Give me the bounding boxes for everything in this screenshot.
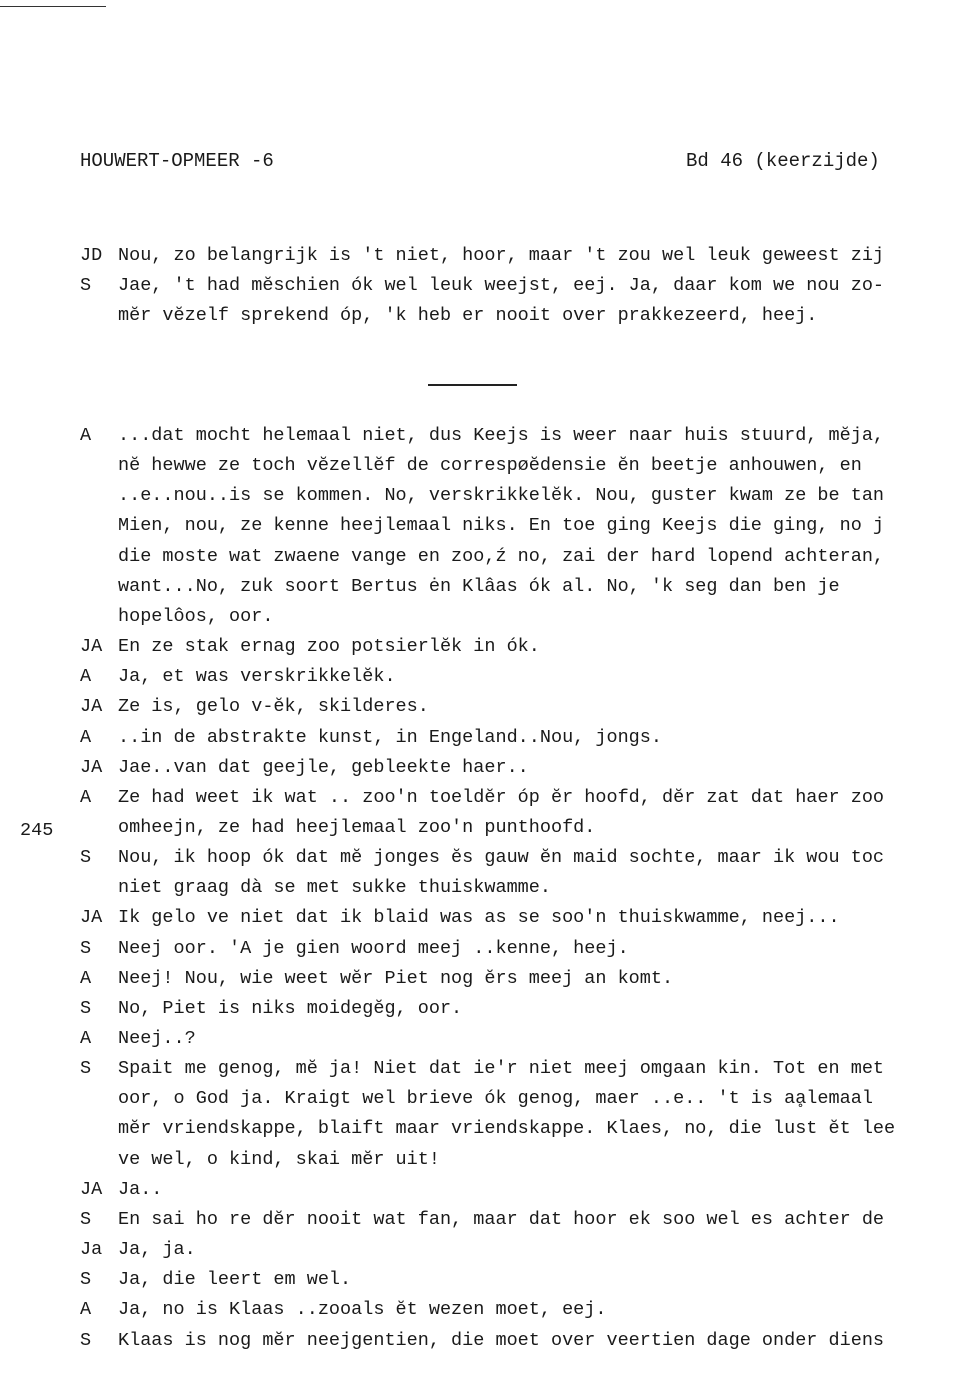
- transcript-line: [0, 542, 973, 572]
- line-text: Ja..: [118, 1178, 163, 1200]
- line-text: Ze is, gelo v-ĕk, skilderes.: [118, 696, 429, 718]
- transcript-line: [0, 271, 973, 301]
- transcript-line: [0, 934, 973, 964]
- line-text: Ze had weet ik wat .. zoo'n toeldĕr óp ĕr hoofd, dĕr zat dat haer zoo: [118, 786, 885, 808]
- transcript-line: [0, 903, 973, 933]
- line-text: Neej oor. 'A je gien woord meej ..kenne, heej.: [118, 937, 629, 959]
- transcript-line: [0, 481, 973, 511]
- transcript-line: [0, 692, 973, 722]
- speaker-label: A: [80, 967, 92, 989]
- transcript-line: [0, 602, 973, 632]
- speaker-label: S: [80, 1058, 92, 1080]
- speaker-label: S: [80, 1329, 92, 1351]
- line-text: Jae..van dat geejle, gebleekte haer..: [118, 756, 529, 778]
- line-text: En sai ho re dĕr nooit wat fan, maar dat hoor ek soo wel es achter de: [118, 1208, 885, 1230]
- line-text: die moste wat zwaene vange en zoo,ź no, zai der hard lopend achteran,: [118, 545, 885, 567]
- transcript-line: [0, 572, 973, 602]
- speaker-label: Ja: [80, 1239, 103, 1261]
- line-text: nĕ hewwe ze toch vĕzellĕf de correspøĕdensie ĕn beetje anhouwen, en: [118, 455, 862, 477]
- header-right: Bd 46 (keerzijde): [686, 150, 880, 172]
- transcript-line: [0, 1054, 973, 1084]
- line-text: ..in de abstrakte kunst, in Engeland..Nou, jongs.: [118, 726, 662, 748]
- transcript-line: [0, 451, 973, 481]
- transcript-line: [0, 994, 973, 1024]
- line-text: hopelôos, oor.: [118, 605, 274, 627]
- line-text: mĕr vĕzelf sprekend óp, 'k heb er nooit over prakkezeerd, heej.: [118, 305, 818, 327]
- line-text: Nou, ik hoop ók dat mĕ jonges ĕs gauw ĕn maid sochte, maar ik wou toc: [118, 847, 885, 869]
- transcript-line: [0, 723, 973, 753]
- transcript-line: [0, 632, 973, 662]
- speaker-label: S: [80, 937, 92, 959]
- transcript-line: [0, 1145, 973, 1175]
- transcript-line: [0, 421, 973, 451]
- speaker-label: S: [80, 275, 92, 297]
- speaker-label: JA: [80, 1178, 103, 1200]
- line-text: Spait me genog, mĕ ja! Niet dat ie'r niet meej omgaan kin. Tot en met: [118, 1058, 885, 1080]
- speaker-label: S: [80, 847, 92, 869]
- line-text: Nou, zo belangrijk is 't niet, hoor, maar 't zou wel leuk geweest zij: [118, 245, 885, 266]
- speaker-label: A: [80, 425, 92, 446]
- transcript-line: [0, 511, 973, 541]
- line-text: Neej..?: [118, 1028, 196, 1049]
- transcript-line: [0, 301, 973, 331]
- transcript-line: [0, 873, 973, 903]
- transcript-line: [0, 1235, 973, 1265]
- transcript-line: [0, 1205, 973, 1235]
- transcript-line: [0, 241, 973, 271]
- transcript-line: [0, 1326, 973, 1356]
- line-text: Jae, 't had mĕschien ók wel leuk weejst, eej. Ja, daar kom we nou zo-: [118, 275, 885, 297]
- line-text: Ja, die leert em wel.: [118, 1269, 352, 1291]
- line-text: Klaas is nog mĕr neejgentien, die moet over veertien dage onder diens: [118, 1329, 885, 1351]
- line-text: ve wel, o kind, skai mĕr uit!: [118, 1148, 440, 1170]
- transcript-line: [0, 1084, 973, 1114]
- line-text: ...dat mocht helemaal niet, dus Keejs is weer naar huis stuurd, mĕja,: [118, 425, 885, 446]
- line-text: Ja, et was verskrikkelĕk.: [118, 666, 396, 688]
- transcript-line: [0, 662, 973, 692]
- line-text: want...No, zuk soort Bertus ėn Klâas ók al. No, 'k seg dan ben je: [118, 575, 840, 597]
- line-text: niet graag dà se met sukke thuiskwamme.: [118, 877, 551, 899]
- speaker-label: A: [80, 726, 92, 748]
- speaker-label: S: [80, 1208, 92, 1230]
- line-text: mĕr vriendskappe, blaift maar vriendskappe. Klaes, no, die lust ĕt lee: [118, 1118, 896, 1140]
- line-text: No, Piet is niks moidegĕg, oor.: [118, 997, 463, 1019]
- speaker-label: JD: [80, 245, 103, 266]
- line-text: En ze stak ernag zoo potsierlĕk in ók.: [118, 636, 540, 658]
- line-text: Neej! Nou, wie weet wĕr Piet nog ĕrs meej an komt.: [118, 967, 674, 989]
- line-text: Ja, no is Klaas ..zooals ĕt wezen moet, eej.: [118, 1299, 607, 1321]
- speaker-label: JA: [80, 636, 103, 658]
- speaker-label: S: [80, 1269, 92, 1291]
- header-left: HOUWERT-OPMEER -6: [80, 150, 274, 172]
- transcript-line: [0, 1265, 973, 1295]
- transcript-line: [0, 1295, 973, 1325]
- line-text: Ik gelo ve niet dat ik blaid was as se soo'n thuiskwamme, neej...: [118, 907, 840, 929]
- transcript-line: [0, 843, 973, 873]
- transcript-line: [0, 783, 973, 813]
- speaker-label: JA: [80, 696, 103, 718]
- line-text: Mien, nou, ze kenne heejlemaal niks. En toe ging Keejs die ging, no j: [118, 515, 885, 537]
- speaker-label: JA: [80, 756, 103, 778]
- transcript-line: [0, 1175, 973, 1205]
- transcript-line: [0, 1114, 973, 1144]
- line-text: Ja, ja.: [118, 1239, 196, 1261]
- speaker-label: A: [80, 666, 92, 688]
- line-text: oor, o God ja. Kraigt wel brieve ók genog, maer ..e.. 't is aḁlemaal: [118, 1088, 873, 1110]
- speaker-label: A: [80, 1299, 92, 1321]
- transcript-line: [0, 964, 973, 994]
- margin-line-number: 245: [20, 820, 54, 841]
- line-text: ..e..nou..is se kommen. No, verskrikkelĕk. Nou, guster kwam ze be tan: [118, 485, 885, 507]
- speaker-label: A: [80, 786, 92, 808]
- speaker-label: A: [80, 1028, 92, 1049]
- line-text: omheejn, ze had heejlemaal zoo'n punthoofd.: [118, 816, 596, 838]
- speaker-label: S: [80, 997, 92, 1019]
- speaker-label: JA: [80, 907, 103, 929]
- transcript-line: [0, 1024, 973, 1054]
- transcript-line: [0, 753, 973, 783]
- transcript-line: [0, 813, 973, 843]
